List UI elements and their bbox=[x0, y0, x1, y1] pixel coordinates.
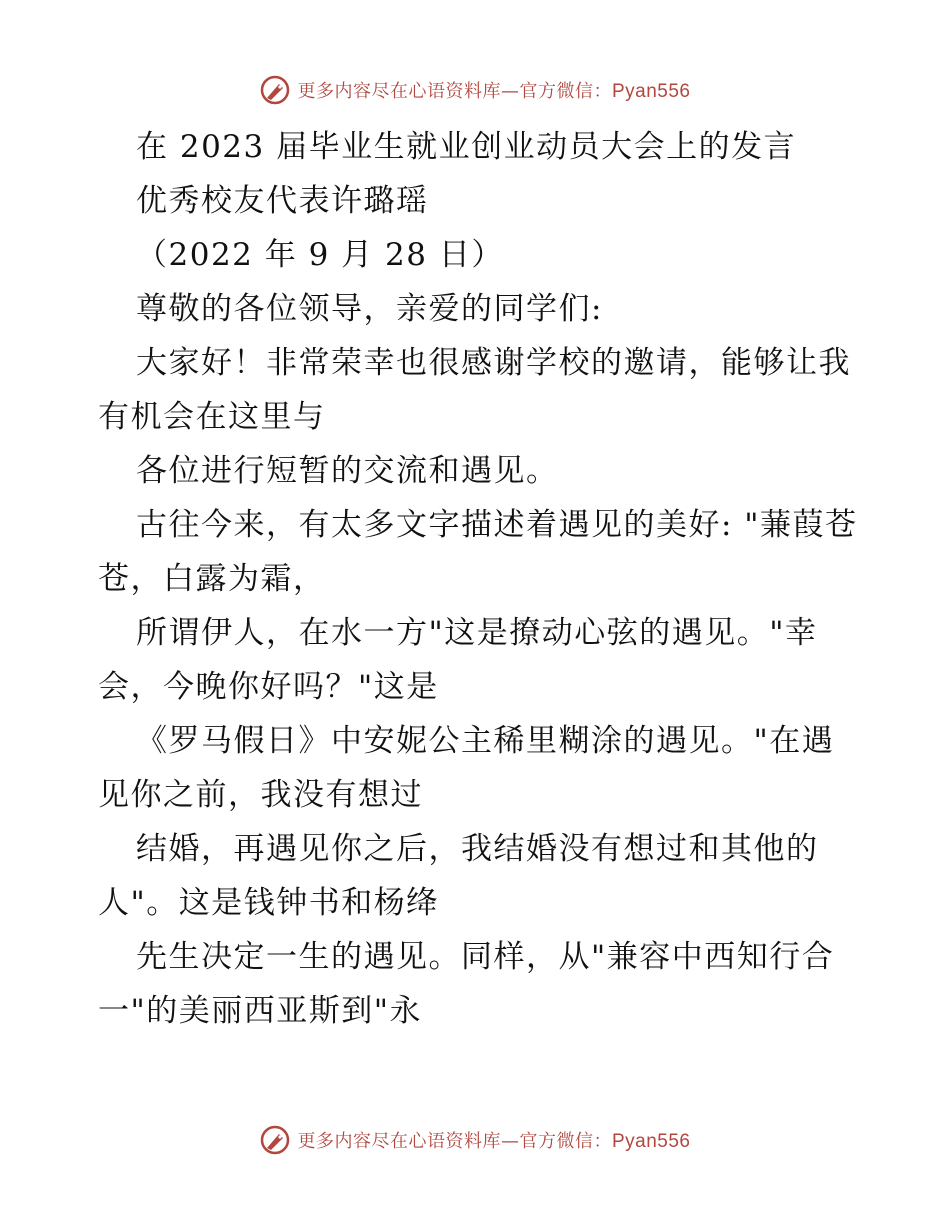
header-banner-text: 更多内容尽在心语资料库—官方微信：Pyan556 bbox=[297, 81, 691, 102]
footer-watermark-banner bbox=[0, 1120, 950, 1160]
pen-nib-logo-icon bbox=[259, 74, 291, 106]
date-line: （2022 年 9 月 28 日） bbox=[136, 237, 504, 273]
pen-nib-logo-icon bbox=[259, 1124, 291, 1156]
paragraph: 《罗马假日》中安妮公主稀里糊涂的遇见。"在遇见你之前，我没有想过 bbox=[98, 723, 835, 813]
header-watermark-banner bbox=[0, 70, 950, 110]
paragraph: 各位进行短暂的交流和遇见。 bbox=[136, 453, 559, 489]
header-wechat-id: Pyan556 bbox=[611, 81, 691, 102]
footer-banner-text: 更多内容尽在心语资料库—官方微信：Pyan556 bbox=[297, 1131, 691, 1152]
paragraph: 所谓伊人，在水一方"这是撩动心弦的遇见。"幸会，今晚你好吗？"这是 bbox=[98, 615, 818, 705]
paragraph: 古往今来，有太多文字描述着遇见的美好: "蒹葭苍苍，白露为霜， bbox=[98, 507, 858, 597]
speaker-line: 优秀校友代表许璐瑶 bbox=[136, 183, 429, 219]
footer-wechat-id: Pyan556 bbox=[611, 1131, 691, 1152]
document-body bbox=[98, 120, 858, 1038]
salutation: 尊敬的各位领导，亲爱的同学们: bbox=[136, 291, 603, 327]
document-title: 在 2023 届毕业生就业创业动员大会上的发言 bbox=[136, 129, 797, 165]
paragraph: 大家好！非常荣幸也很感谢学校的邀请，能够让我有机会在这里与 bbox=[98, 345, 851, 435]
paragraph: 先生决定一生的遇见。同样，从"兼容中西知行合一"的美丽西亚斯到"永 bbox=[98, 939, 835, 1029]
paragraph: 结婚，再遇见你之后，我结婚没有想过和其他的人"。这是钱钟书和杨绛 bbox=[98, 831, 819, 921]
